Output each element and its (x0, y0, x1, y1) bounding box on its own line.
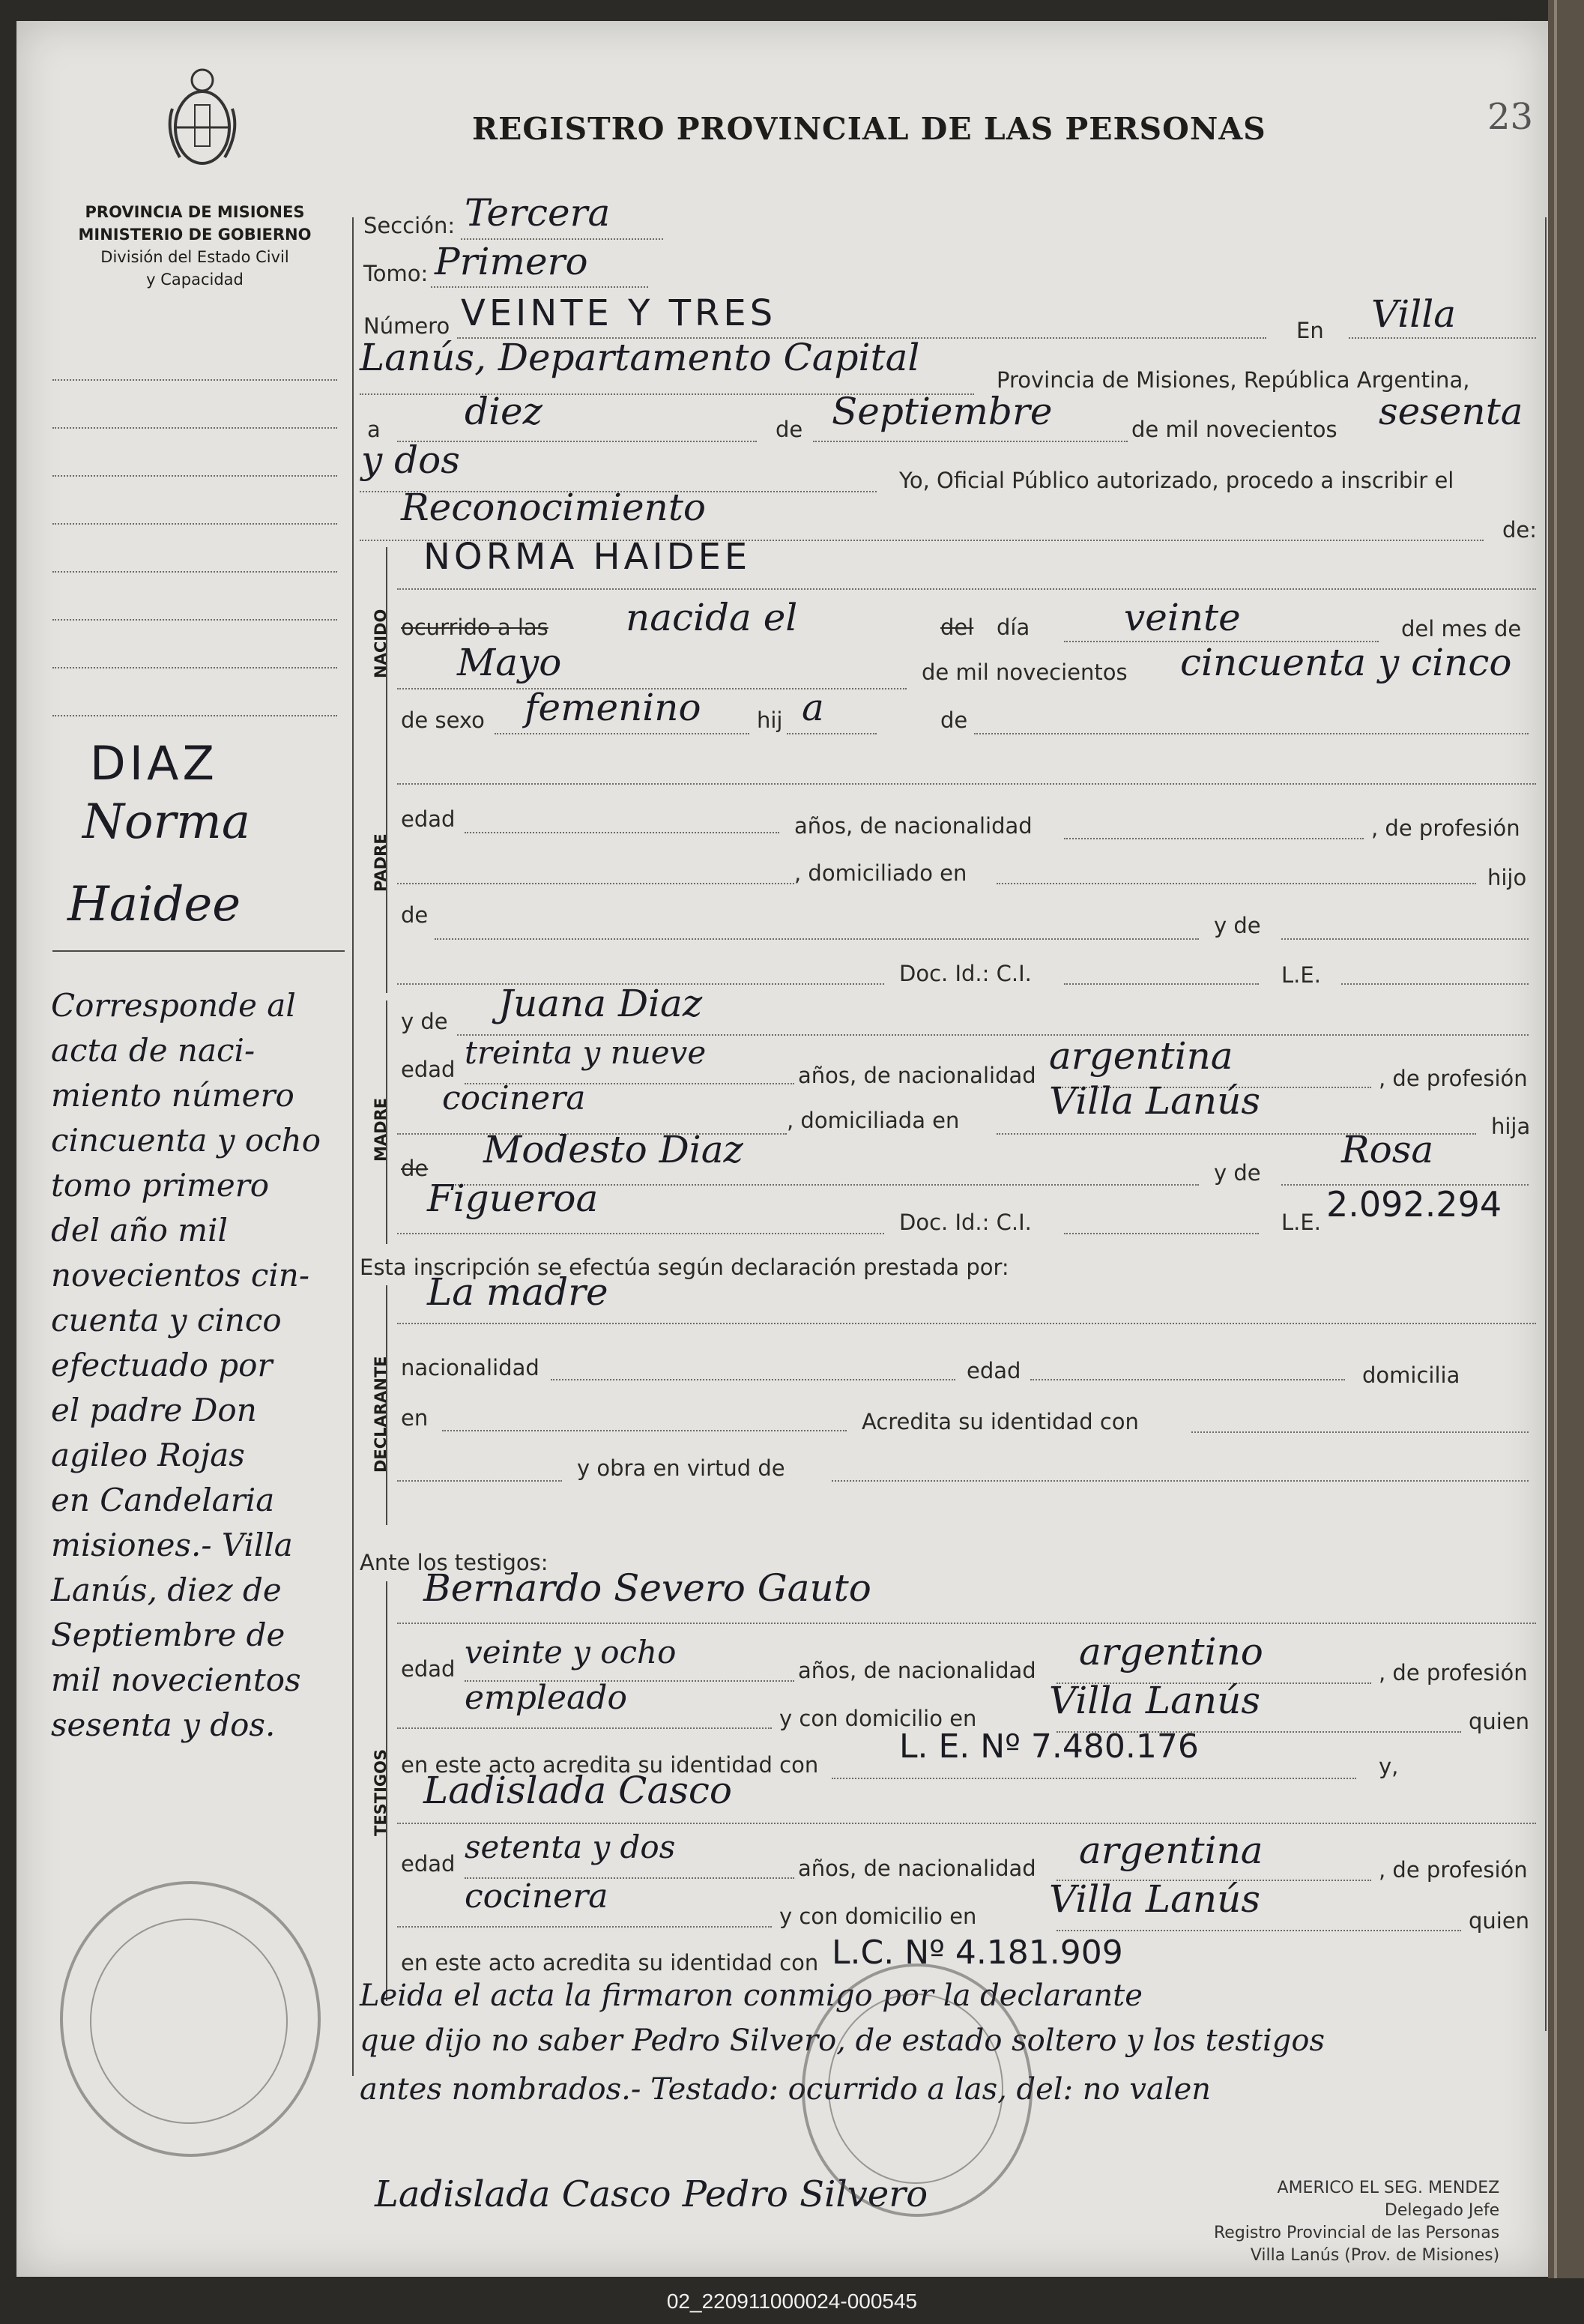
testigo2-edad: setenta y dos (465, 1829, 676, 1865)
t2-acredita-label: en este acto acredita su identidad con (401, 1950, 819, 1976)
madre-hija-label: hija (1491, 1114, 1531, 1139)
seal-stamp-left-inner (90, 1919, 288, 2124)
year-value: sesenta (1379, 390, 1523, 433)
image-id-footer: 02_220911000024-000545 (0, 2278, 1584, 2324)
t2-edad-label: edad (401, 1851, 456, 1877)
form-left-border (352, 217, 354, 2076)
ministry-line: División del Estado Civil (100, 248, 289, 266)
madre-dom: Villa Lanús (1049, 1079, 1260, 1123)
margin-second-name: Haidee (67, 877, 241, 932)
ministry-line: y Capacidad (146, 271, 244, 289)
t1-acredita-label: en este acto acredita su identidad con (401, 1752, 819, 1778)
padre-dom-label: , domiciliado en (794, 860, 967, 886)
margin-note-line: Septiembre de (51, 1617, 285, 1653)
del-label: del (940, 615, 974, 640)
year-cont: y dos (361, 438, 460, 482)
seccion-label: Sección: (363, 213, 456, 238)
margin-note-line: tomo primero (51, 1167, 270, 1204)
margin-note-line: miento número (51, 1077, 294, 1114)
madre-prof-label: , de profesión (1379, 1066, 1528, 1091)
de2-label: de (940, 707, 968, 733)
margin-note-line: efectuado por (51, 1347, 273, 1383)
nacido-side-label: NACIDO (372, 609, 390, 678)
madre-nac: argentina (1049, 1034, 1233, 1078)
t1-dom-label: y con domicilio en (779, 1706, 977, 1731)
margin-note-line: cuenta y cinco (51, 1302, 282, 1338)
yo-text: Yo, Oficial Público autorizado, procedo a inscribir el (899, 468, 1454, 493)
page-number: 23 (1487, 96, 1534, 138)
t1-nac-label: años, de nacionalidad (798, 1658, 1036, 1683)
margin-note-line: sesenta y dos. (51, 1706, 276, 1743)
madre-de-label: de (401, 1156, 429, 1181)
madre-yde-label: y de (401, 1009, 448, 1034)
dia-value: veinte (1124, 596, 1241, 639)
decl-obra-label: y obra en virtud de (577, 1455, 785, 1481)
en-value: Villa (1371, 292, 1457, 336)
ministry-block (52, 201, 337, 291)
margin-note-line: Lanús, diez de (51, 1572, 282, 1608)
testigo1-prof: empleado (465, 1679, 627, 1717)
month-value: Septiembre (832, 390, 1053, 433)
t2-dom-label: y con domicilio en (779, 1904, 977, 1929)
signature-names: Ladislada Casco Pedro Silvero (375, 2173, 928, 2215)
margin-note-line: mil novecientos (51, 1661, 301, 1698)
testigo2-nac: argentina (1079, 1829, 1263, 1872)
closing-line-3: antes nombrados.- Testado: ocurrido a las, del: no valen (360, 2072, 1212, 2107)
decl-nac-label: nacionalidad (401, 1355, 539, 1380)
testigo1-nac: argentino (1079, 1630, 1263, 1673)
sexo-value: femenino (525, 686, 701, 729)
name-value: NORMA HAIDEE (423, 536, 752, 578)
official-stamp-line: AMERICO EL SEG. MENDEZ (1277, 2179, 1500, 2197)
de-colon-label: de: (1502, 517, 1538, 543)
t1-prof-label: , de profesión (1379, 1660, 1528, 1685)
del-mes-label: del mes de (1401, 616, 1522, 642)
margin-note-line: Corresponde al (51, 987, 296, 1024)
decl-acredita-label: Acredita su identidad con (862, 1409, 1139, 1434)
padre-yde-label: y de (1214, 913, 1261, 938)
book-spine (1548, 0, 1584, 2324)
testigo2-dom: Villa Lanús (1049, 1877, 1260, 1921)
madre-le: 2.092.294 (1326, 1184, 1502, 1225)
t1-y-label: y, (1379, 1754, 1399, 1779)
madre-edad-label: edad (401, 1057, 456, 1082)
coat-of-arms-icon (157, 64, 247, 176)
madre-doc-label: Doc. Id.: C.I. (899, 1210, 1032, 1235)
decl-en-label: en (401, 1405, 429, 1431)
official-stamp-line: Villa Lanús (Prov. de Misiones) (1250, 2246, 1500, 2265)
padre-prof-label: , de profesión (1371, 815, 1520, 841)
madre-madre: Rosa (1341, 1128, 1434, 1171)
margin-note-line: cincuenta y ocho (51, 1122, 321, 1159)
madre-madre-cont: Figueroa (427, 1177, 599, 1220)
t2-nac-label: años, de nacionalidad (798, 1856, 1036, 1881)
padre-edad-label: edad (401, 806, 456, 832)
margin-note-line: en Candelaria (51, 1482, 275, 1518)
acto-value: Reconocimiento (401, 486, 707, 529)
margin-note-line: novecientos cin- (51, 1257, 310, 1294)
madre-nac-label: años, de nacionalidad (798, 1063, 1036, 1088)
t1-edad-label: edad (401, 1656, 456, 1682)
hij-label: hij (757, 707, 783, 733)
anio-value: cincuenta y cinco (1180, 641, 1512, 684)
testigo1-nombre: Bernardo Severo Gauto (423, 1566, 871, 1610)
numero-label: Número (363, 313, 450, 339)
official-stamp-line: Delegado Jefe (1384, 2201, 1500, 2220)
declarante-side-label: DECLARANTE (372, 1356, 390, 1473)
de-label: de (776, 417, 803, 442)
place-cont: Lanús, Departamento Capital (360, 336, 920, 379)
tomo-value: Primero (435, 240, 588, 283)
testigo2-nombre: Ladislada Casco (423, 1769, 733, 1812)
testigo2-doc: L.C. Nº 4.181.909 (832, 1934, 1123, 1972)
closing-line-1: Leida el acta la firmaron conmigo por la declarante (360, 1979, 1143, 2013)
t1-quien-label: quien (1469, 1709, 1530, 1734)
madre-nombre: Juana Diaz (498, 982, 703, 1025)
official-stamp (1214, 2177, 1499, 2267)
page-title: REGISTRO PROVINCIAL DE LAS PERSONAS (472, 111, 1266, 147)
madre-side-label: MADRE (372, 1097, 390, 1162)
sexo-label: de sexo (401, 707, 485, 733)
madre-padre: Modesto Diaz (483, 1128, 743, 1171)
testigo1-dom: Villa Lanús (1049, 1679, 1260, 1722)
dia-label: día (997, 615, 1030, 640)
ocurrido-label: ocurrido a las (401, 615, 548, 640)
margin-note-line: el padre Don (51, 1392, 257, 1428)
padre-le-label: L.E. (1281, 962, 1321, 988)
en-label: En (1296, 318, 1324, 343)
testigo1-doc: L. E. Nº 7.480.176 (899, 1727, 1199, 1766)
official-stamp-line: Registro Provincial de las Personas (1214, 2224, 1500, 2242)
margin-note-line: agileo Rojas (51, 1437, 245, 1473)
margin-note-line: misiones.- Villa (51, 1527, 293, 1563)
a-label: a (367, 417, 381, 442)
padre-hijo-label: hijo (1487, 865, 1527, 890)
margin-surname: DIAZ (90, 736, 218, 791)
seal-stamp-center-inner (828, 1993, 1003, 2184)
padre-doc-label: Doc. Id.: C.I. (899, 961, 1032, 986)
decl-domicilia-label: domicilia (1362, 1362, 1460, 1388)
margin-note-line: del año mil (51, 1212, 228, 1249)
madre-yde2-label: y de (1214, 1160, 1261, 1186)
padre-side-label: PADRE (372, 833, 390, 892)
padre-nac-label: años, de nacionalidad (794, 813, 1033, 839)
de-mil-label: de mil novecientos (1131, 417, 1337, 442)
ministry-line: MINISTERIO DE GOBIERNO (78, 226, 312, 244)
provincia-text: Provincia de Misiones, República Argentina, (997, 367, 1470, 393)
decl-edad-label: edad (967, 1358, 1021, 1383)
testigo1-edad: veinte y ocho (465, 1634, 677, 1670)
testigo2-prof: cocinera (465, 1877, 608, 1916)
closing-line-2: que dijo no saber Pedro Silvero, de estado soltero y los testigos (360, 2023, 1325, 2058)
esta-inscripcion-text: Esta inscripción se efectúa según declaración prestada por: (360, 1255, 1009, 1280)
madre-le-label: L.E. (1281, 1210, 1321, 1235)
madre-prof: cocinera (442, 1079, 586, 1117)
tomo-label: Tomo: (363, 261, 429, 286)
padre-de-label: de (401, 902, 429, 928)
hij-suffix: a (802, 686, 824, 729)
testigos-side-label: TESTIGOS (372, 1748, 390, 1836)
madre-dom-label: , domiciliada en (787, 1108, 960, 1133)
ministry-line: PROVINCIA DE MISIONES (85, 203, 305, 221)
nacida-value: nacida el (626, 596, 798, 639)
seccion-value: Tercera (465, 191, 611, 235)
declarante-value: La madre (427, 1270, 608, 1314)
de-mil-nov-label: de mil novecientos (922, 660, 1128, 685)
numero-value: VEINTE Y TRES (461, 292, 777, 334)
form-right-border (1545, 217, 1547, 2031)
margin-note (51, 983, 321, 1748)
ante-text: Ante los testigos: (360, 1550, 548, 1575)
t2-quien-label: quien (1469, 1908, 1530, 1934)
t2-prof-label: , de profesión (1379, 1857, 1528, 1883)
madre-edad: treinta y nueve (465, 1034, 707, 1071)
margin-note-line: acta de naci- (51, 1032, 256, 1069)
margin-first-name: Norma (82, 794, 250, 850)
mes-value: Mayo (457, 641, 562, 684)
day-value: diez (465, 390, 542, 433)
